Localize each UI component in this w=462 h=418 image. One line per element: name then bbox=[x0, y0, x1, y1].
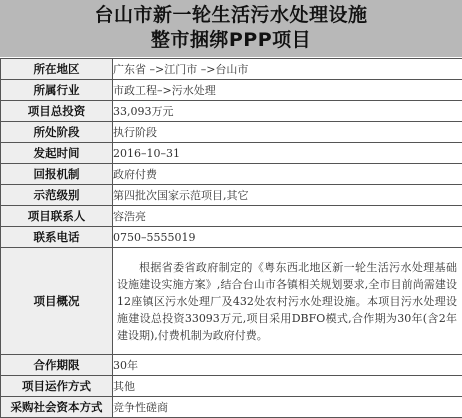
row-label-region: 所在地区 bbox=[1, 59, 113, 80]
row-value-demo-level: 第四批次国家示范项目,其它 bbox=[113, 185, 462, 206]
row-value-overview: 根据省委省政府制定的《粤东西北地区新一轮生活污水处理基础设施建设实施方案》,结合台山市各镇相关规划要求,全市目前尚需建设12座镇区污水处理厂及432处农村污水处理设施。本项目污水处理设施建设总投资33093万元,项目采用DBFO模式,合作期为30年(含2年建设期),付费机制为政府付费。 bbox=[113, 248, 462, 355]
table-row bbox=[1, 397, 462, 418]
table-row bbox=[1, 80, 462, 101]
row-value-stage: 执行阶段 bbox=[113, 122, 462, 143]
row-label-overview: 项目概况 bbox=[1, 248, 113, 355]
row-value-phone: 0750–5555019 bbox=[113, 227, 462, 248]
row-value-industry: 市政工程–>污水处理 bbox=[113, 80, 462, 101]
row-value-investment: 33,093万元 bbox=[113, 101, 462, 122]
table-row bbox=[1, 59, 462, 80]
row-label-operation-mode: 项目运作方式 bbox=[1, 376, 113, 397]
table-row bbox=[1, 376, 462, 397]
table-row bbox=[1, 185, 462, 206]
table-row bbox=[1, 101, 462, 122]
row-value-operation-mode: 其他 bbox=[113, 376, 462, 397]
title-line-2: 整市捆绑PPP项目 bbox=[0, 28, 462, 53]
row-label-procurement: 采购社会资本方式 bbox=[1, 397, 113, 418]
table-row bbox=[1, 248, 462, 355]
title-line-1: 台山市新一轮生活污水处理设施 bbox=[0, 3, 462, 28]
row-label-industry: 所属行业 bbox=[1, 80, 113, 101]
row-label-term: 合作期限 bbox=[1, 355, 113, 376]
row-value-return-mechanism: 政府付费 bbox=[113, 164, 462, 185]
table-row bbox=[1, 122, 462, 143]
row-value-term: 30年 bbox=[113, 355, 462, 376]
table-row bbox=[1, 206, 462, 227]
row-label-stage: 所处阶段 bbox=[1, 122, 113, 143]
row-value-start-date: 2016–10–31 bbox=[113, 143, 462, 164]
table-row bbox=[1, 164, 462, 185]
title-banner bbox=[0, 0, 462, 57]
row-label-phone: 联系电话 bbox=[1, 227, 113, 248]
project-info-table bbox=[0, 58, 462, 418]
table-row bbox=[1, 355, 462, 376]
row-label-demo-level: 示范级别 bbox=[1, 185, 113, 206]
row-label-investment: 项目总投资 bbox=[1, 101, 113, 122]
row-value-region: 广东省 –>江门市 –>台山市 bbox=[113, 59, 462, 80]
row-label-contact: 项目联系人 bbox=[1, 206, 113, 227]
table-row bbox=[1, 227, 462, 248]
row-value-contact: 容浩亮 bbox=[113, 206, 462, 227]
row-label-start-date: 发起时间 bbox=[1, 143, 113, 164]
row-label-return-mechanism: 回报机制 bbox=[1, 164, 113, 185]
table-row bbox=[1, 143, 462, 164]
row-value-procurement: 竞争性磋商 bbox=[113, 397, 462, 418]
